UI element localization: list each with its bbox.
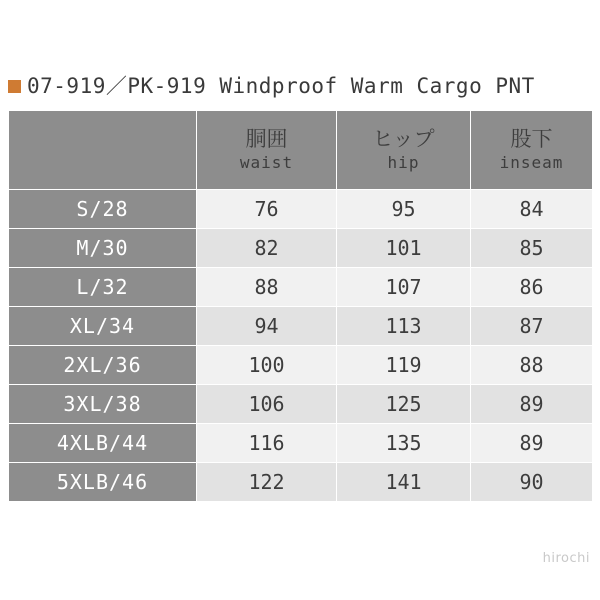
row-size-label: L/32 <box>9 268 197 307</box>
square-bullet-icon <box>8 80 21 93</box>
cell-inseam: 84 <box>471 190 593 229</box>
cell-hip: 107 <box>337 268 471 307</box>
cell-waist: 116 <box>197 424 337 463</box>
column-header-waist-en: waist <box>239 153 294 172</box>
cell-inseam: 86 <box>471 268 593 307</box>
watermark: hirochi <box>542 551 590 566</box>
cell-hip: 141 <box>337 463 471 502</box>
cell-waist: 100 <box>197 346 337 385</box>
table-row <box>9 307 593 346</box>
row-size-label: M/30 <box>9 229 197 268</box>
table-header-row <box>9 111 593 190</box>
size-table <box>8 110 593 502</box>
column-header-inseam-jp: 股下 <box>510 127 553 151</box>
cell-waist: 94 <box>197 307 337 346</box>
table-row <box>9 229 593 268</box>
column-header-waist <box>197 111 337 190</box>
cell-waist: 106 <box>197 385 337 424</box>
cell-hip: 135 <box>337 424 471 463</box>
table-row <box>9 463 593 502</box>
cell-waist: 82 <box>197 229 337 268</box>
cell-hip: 95 <box>337 190 471 229</box>
cell-inseam: 85 <box>471 229 593 268</box>
cell-waist: 88 <box>197 268 337 307</box>
page-title-text: 07-919／PK-919 Windproof Warm Cargo PNT <box>27 74 535 98</box>
column-header-hip <box>337 111 471 190</box>
table-header <box>9 111 593 190</box>
cell-waist: 76 <box>197 190 337 229</box>
table-row <box>9 424 593 463</box>
column-header-hip-en: hip <box>387 153 420 172</box>
cell-inseam: 87 <box>471 307 593 346</box>
cell-waist: 122 <box>197 463 337 502</box>
cell-hip: 113 <box>337 307 471 346</box>
row-size-label: 5XLB/46 <box>9 463 197 502</box>
column-header-hip-jp: ヒップ <box>372 127 435 151</box>
cell-hip: 101 <box>337 229 471 268</box>
cell-hip: 125 <box>337 385 471 424</box>
row-size-label: XL/34 <box>9 307 197 346</box>
table-row <box>9 190 593 229</box>
table-row <box>9 268 593 307</box>
row-size-label: 2XL/36 <box>9 346 197 385</box>
row-size-label: 3XL/38 <box>9 385 197 424</box>
table-row <box>9 346 593 385</box>
column-header-inseam <box>471 111 593 190</box>
row-size-label: 4XLB/44 <box>9 424 197 463</box>
row-size-label: S/28 <box>9 190 197 229</box>
cell-inseam: 89 <box>471 424 593 463</box>
column-header-inseam-en: inseam <box>499 153 564 172</box>
table-body <box>9 190 593 502</box>
cell-hip: 119 <box>337 346 471 385</box>
column-header-waist-jp: 胴囲 <box>245 127 288 151</box>
table-row <box>9 385 593 424</box>
page-title <box>8 70 535 100</box>
cell-inseam: 88 <box>471 346 593 385</box>
cell-inseam: 89 <box>471 385 593 424</box>
table-corner-cell <box>9 111 197 190</box>
cell-inseam: 90 <box>471 463 593 502</box>
